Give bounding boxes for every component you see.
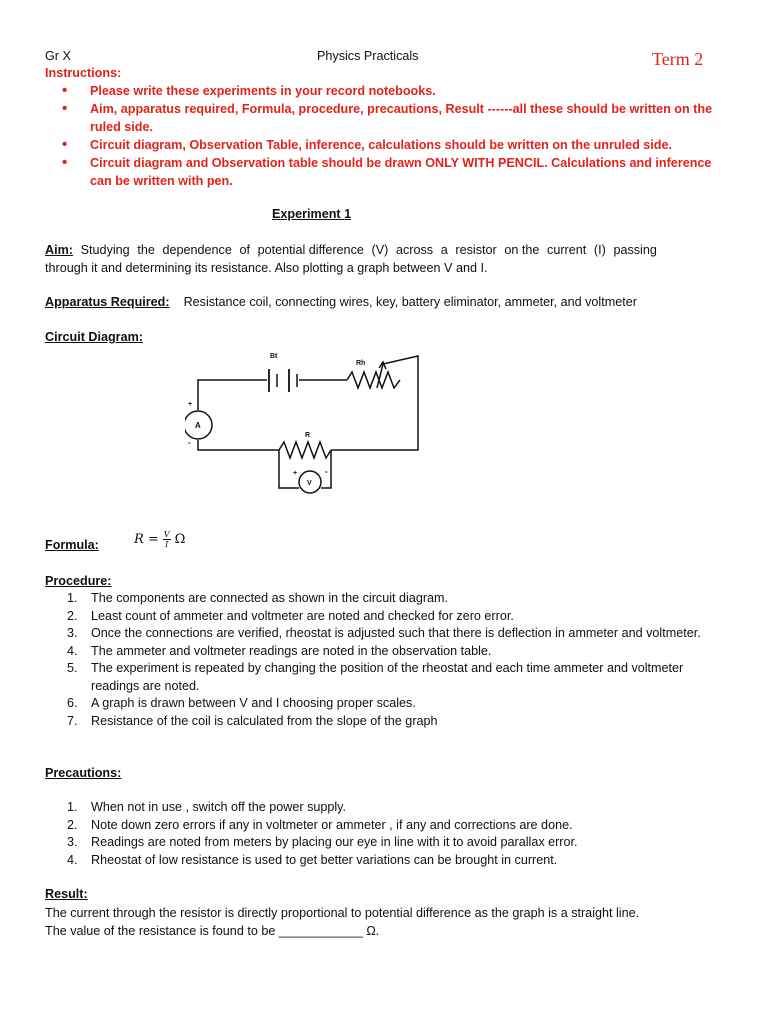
formula-label: Formula: xyxy=(45,538,99,552)
list-text: Readings are noted from meters by placing our eye in line with it to avoid parallax error. xyxy=(91,835,578,849)
list-text: The components are connected as shown in the circuit diagram. xyxy=(91,591,449,605)
aim-line-1 xyxy=(45,241,657,259)
ammeter-label: A xyxy=(195,421,201,430)
list-text: Once the connections are verified, rheostat is adjusted such that there is deflection in ammeter and voltmeter. xyxy=(91,626,701,640)
list-text: Resistance of the coil is calculated from the slope of the graph xyxy=(91,713,438,728)
ammeter-plus: + xyxy=(188,401,193,408)
list-number: 6. xyxy=(67,696,78,710)
voltmeter-branch xyxy=(279,450,331,488)
procedure-step xyxy=(45,643,715,661)
result-line-2: The value of the resistance is found to be ____________ Ω. xyxy=(45,924,380,938)
list-number: 2. xyxy=(67,817,78,832)
apparatus-section xyxy=(45,295,637,309)
page-title: Physics Practicals xyxy=(317,49,419,63)
aim-word: dependence xyxy=(162,243,232,257)
aim-word: current xyxy=(547,243,587,257)
voltmeter-minus: - xyxy=(325,467,328,476)
formula-numerator: V xyxy=(163,530,170,539)
list-text: A graph is drawn between V and I choosing proper scales. xyxy=(91,696,416,710)
result-label: Result: xyxy=(45,887,88,901)
procedure-step xyxy=(45,625,715,643)
list-number: 7. xyxy=(67,713,78,728)
list-number: 3. xyxy=(67,626,78,640)
list-text: Rheostat of low resistance is used to get better variations can be brought in current. xyxy=(91,852,558,867)
list-text: The experiment is repeated by changing the position of the rheostat and each time ammeter and voltmeter readings are noted. xyxy=(91,661,684,693)
resistor-zigzag xyxy=(279,442,331,458)
apparatus-label: Apparatus Required: xyxy=(45,295,170,309)
apparatus-text: Resistance coil, connecting wires, key, battery eliminator, ammeter, and voltmeter xyxy=(183,295,637,309)
instructions-list xyxy=(62,82,730,190)
wire-bottom-left xyxy=(198,440,279,450)
aim-word: potential difference xyxy=(257,243,364,257)
list-text: The ammeter and voltmeter readings are noted in the observation table. xyxy=(91,643,492,658)
list-text: Least count of ammeter and voltmeter are noted and checked for zero error. xyxy=(91,608,514,623)
aim-word: on the xyxy=(504,243,540,257)
formula-unit: Ω xyxy=(174,532,186,547)
list-number: 2. xyxy=(67,608,78,623)
result-section xyxy=(45,904,725,940)
aim-word: a xyxy=(440,243,448,257)
rheostat-slider xyxy=(377,356,418,450)
grade-label: Gr X xyxy=(45,49,71,63)
list-text: Note down zero errors if any in voltmeter or ammeter , if any and corrections are done. xyxy=(91,817,573,832)
aim-word: the xyxy=(137,243,155,257)
procedure-step xyxy=(45,713,715,731)
aim-section xyxy=(45,241,657,277)
voltmeter-label: V xyxy=(307,480,312,487)
aim-word: Studying xyxy=(80,243,130,257)
list-number: 4. xyxy=(67,643,78,658)
aim-word: passing xyxy=(613,243,657,257)
wire-top-left xyxy=(198,380,267,410)
formula-lhs: R = xyxy=(134,532,159,547)
formula-fraction xyxy=(163,530,171,549)
rheostat-zigzag xyxy=(347,372,400,388)
aim-word: (V) xyxy=(371,243,389,257)
circuit-diagram xyxy=(185,348,425,496)
circuit-diagram-label: Circuit Diagram: xyxy=(45,330,143,344)
procedure-list xyxy=(45,590,715,730)
precaution-item xyxy=(45,817,715,835)
list-number: 5. xyxy=(67,661,78,675)
aim-label: Aim: xyxy=(45,243,73,257)
instructions-title: Instructions: xyxy=(45,66,122,80)
list-text: When not in use , switch off the power supply. xyxy=(91,800,347,814)
precautions-list xyxy=(45,799,715,869)
precautions-label: Precautions: xyxy=(45,766,122,780)
aim-word: (I) xyxy=(593,243,606,257)
aim-line-2: through it and determining its resistance. Also plotting a graph between V and I. xyxy=(45,261,488,275)
battery-label: Bt xyxy=(270,353,278,360)
procedure-step xyxy=(45,695,715,713)
list-number: 1. xyxy=(67,800,78,814)
formula-denominator: I xyxy=(165,540,169,549)
instruction-item: • Please write these experiments in your record notebooks. xyxy=(62,82,730,100)
aim-word: of xyxy=(239,243,251,257)
term-label: Term 2 xyxy=(652,49,704,69)
precaution-item xyxy=(45,799,715,817)
instruction-item: • Aim, apparatus required, Formula, procedure, precautions, Result ------all these should be written on the ruled side. xyxy=(62,100,730,136)
formula-equation xyxy=(134,530,185,549)
voltmeter-plus: + xyxy=(293,470,298,477)
procedure-step xyxy=(45,590,715,608)
instruction-item: • Circuit diagram and Observation table should be drawn ONLY WITH PENCIL. Calculations and inference can be written with pen. xyxy=(62,154,730,190)
aim-word: resistor xyxy=(455,243,497,257)
resistor-label: R xyxy=(305,432,311,439)
ammeter-minus: - xyxy=(188,438,191,447)
precaution-item xyxy=(45,852,715,870)
result-line-1: The current through the resistor is directly proportional to potential difference as the graph is a straight line. xyxy=(45,906,640,920)
list-number: 3. xyxy=(67,835,78,849)
procedure-label: Procedure: xyxy=(45,574,112,588)
list-number: 4. xyxy=(67,852,78,867)
procedure-step xyxy=(45,660,715,695)
rheostat-label: Rh xyxy=(356,360,366,367)
procedure-step xyxy=(45,608,715,626)
aim-word: across xyxy=(395,243,434,257)
list-number: 1. xyxy=(67,591,78,605)
precaution-item xyxy=(45,834,715,852)
experiment-title: Experiment 1 xyxy=(272,207,352,221)
instruction-item: • Circuit diagram, Observation Table, inference, calculations should be written on the unruled side. xyxy=(62,136,730,154)
